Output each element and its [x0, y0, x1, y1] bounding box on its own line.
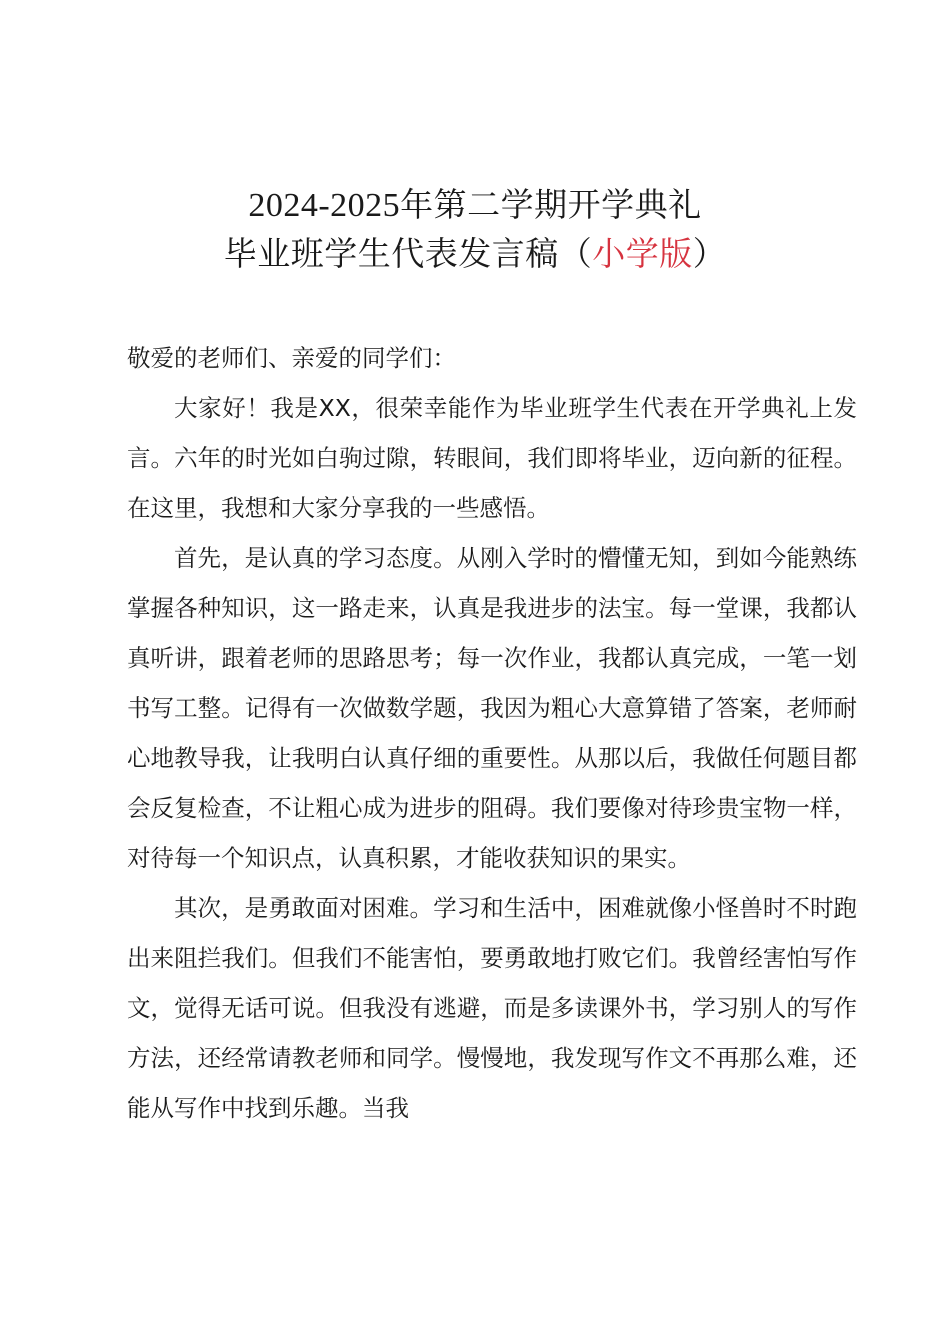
- paragraph-3: 其次，是勇敢面对困难。学习和生活中，困难就像小怪兽时不时跑出来阻拦我们。但我们不能害怕，要勇敢地打败它们。我曾经害怕写作文，觉得无话可说。但我没有逃避，而是多读课外书，学习别人的写作方法，还经常请教老师和同学。慢慢地，我发现写作文不再那么难，还能从写作中找到乐趣。当我: [127, 894, 857, 1122]
- title-year: 2024-2025: [248, 187, 401, 224]
- title-line-1: [0, 182, 950, 229]
- title-line-2-end: ）: [692, 234, 727, 273]
- title-line-2: [0, 231, 950, 277]
- title-line-1-text: 年第二学期开学典礼: [400, 185, 702, 224]
- document-title: [0, 182, 950, 277]
- title-edition-label: 小学版: [592, 234, 693, 273]
- speech-body: [127, 333, 857, 1133]
- paragraph-2: 首先，是认真的学习态度。从刚入学时的懵懂无知，到如今能熟练掌握各种知识，这一路走来，认真是我进步的法宝。每一堂课，我都认真听讲，跟着老师的思路思考；每一次作业，我都认真完成，一笔一划书写工整。记得有一次做数学题，我因为粗心大意算错了答案，老师耐心地教导我，让我明白认真仔细的重要性。从那以后，我做任何题目都会反复检查，不让粗心成为进步的阻碍。我们要像对待珍贵宝物一样，对待每一个知识点，认真积累，才能收获知识的果实。: [127, 544, 857, 872]
- salutation: 敬爱的老师们、亲爱的同学们：: [127, 344, 456, 372]
- title-line-2-text: 毕业班学生代表发言稿（: [223, 234, 593, 273]
- paragraph-1: 大家好！我是XX，很荣幸能作为毕业班学生代表在开学典礼上发言。六年的时光如白驹过隙，转眼间，我们即将毕业，迈向新的征程。在这里，我想和大家分享我的一些感悟。: [127, 394, 857, 522]
